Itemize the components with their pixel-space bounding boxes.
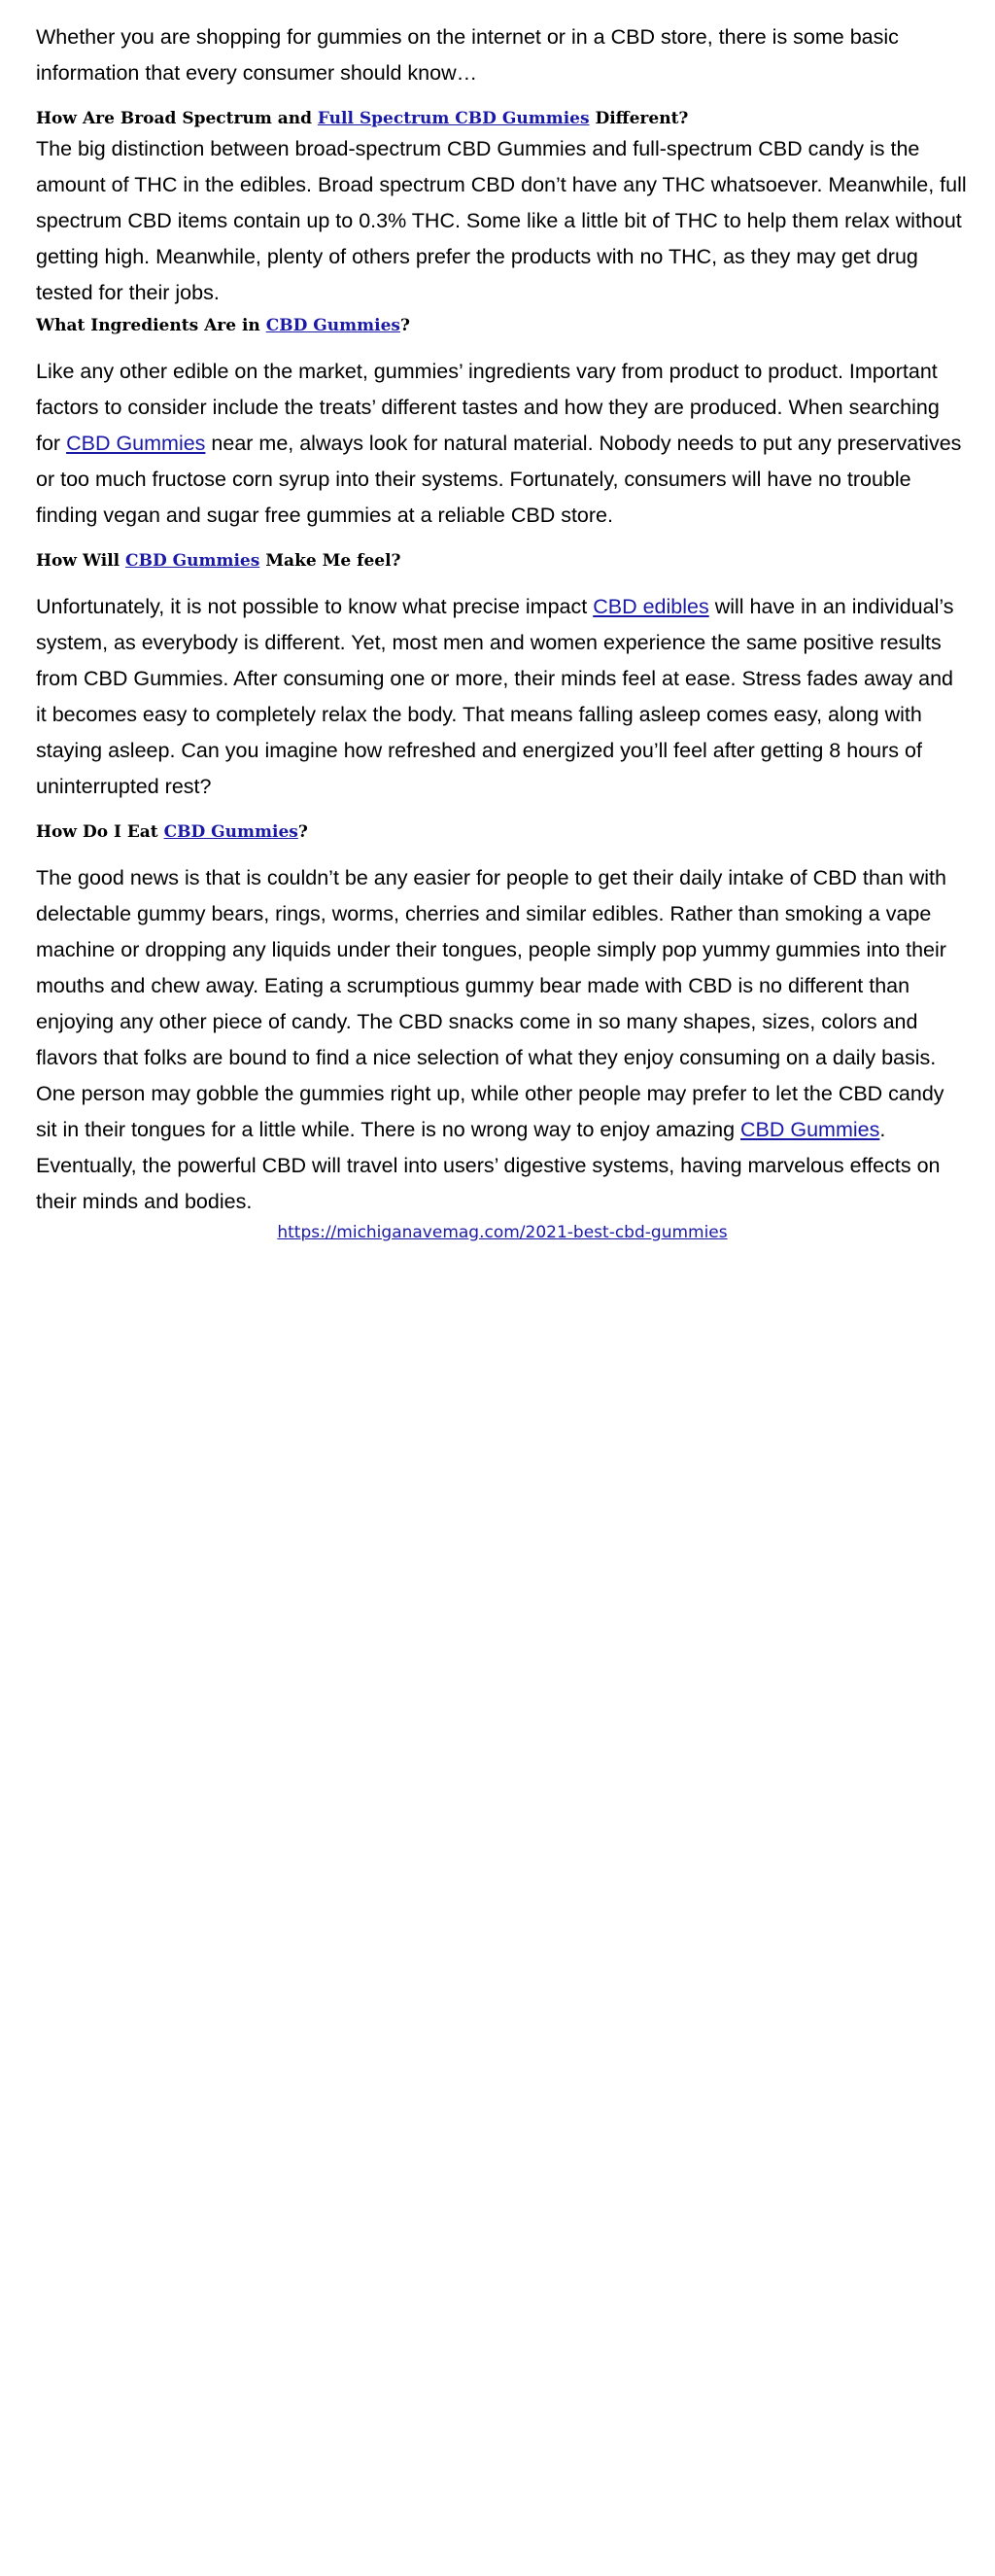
- heading-text: ?: [399, 316, 410, 335]
- heading-text: How Will: [36, 551, 126, 571]
- section-body-ingredients: [36, 354, 969, 534]
- cbd-edibles-link[interactable]: CBD edibles: [593, 595, 709, 618]
- body-text: The big distinction between broad-spectrum CBD Gummies and full-spectrum CBD candy is the amount of THC in the edibles. Broad spectrum CBD don’t have any THC whatsoever. Meanwhile, full spectrum CBD items contain up to 0.3% THC. Some like a little bit of THC to help them relax without getting high. Meanwhile, plenty of others prefer the products with no THC, as they may get drug tested for their jobs.: [36, 137, 967, 304]
- cbd-gummies-link[interactable]: CBD Gummies: [740, 1118, 880, 1141]
- body-text: Like any other edible on the market, gummies’ ingredients vary from product to product. Important factors to consider include the treats’ different tastes and how they are produced. When searching for: [36, 360, 940, 455]
- body-text: near me, always look for natural material. Nobody needs to put any preservatives or too much fructose corn syrup into their systems. Fortunately, consumers will have no trouble finding vegan and sugar free gummies at a reliable CBD store.: [36, 432, 962, 527]
- heading-text: Different?: [589, 109, 689, 128]
- cbd-gummies-link[interactable]: CBD Gummies: [66, 432, 206, 455]
- section-body-feel: [36, 589, 969, 805]
- heading-text: What Ingredients Are in: [36, 316, 266, 335]
- heading-text: How Do I Eat: [36, 822, 164, 842]
- section-body-full-spectrum: [36, 131, 969, 311]
- heading-text: How Are Broad Spectrum and: [36, 109, 318, 128]
- body-text: . Eventually, the powerful CBD will travel into users’ digestive systems, having marvelous effects on their minds and bodies.: [36, 1118, 941, 1213]
- heading-text: Make Me feel?: [259, 551, 401, 571]
- section-heading-feel: [36, 550, 969, 572]
- full-spectrum-cbd-gummies-link[interactable]: Full Spectrum CBD Gummies: [317, 109, 590, 128]
- body-text: will have in an individual’s system, as everybody is different. Yet, most men and women experience the same positive results from CBD Gummies. After consuming one or more, their minds feel at ease. Stress fades away and it becomes easy to completely relax the body. That means falling asleep comes easy, along with staying asleep. Can you imagine how refreshed and energized you’ll feel after getting 8 hours of uninterrupted rest?: [36, 595, 954, 798]
- source-line: [36, 1222, 969, 1243]
- section-heading-ingredients: [36, 315, 969, 336]
- cbd-gummies-link[interactable]: CBD Gummies: [163, 822, 298, 842]
- intro-text: Whether you are shopping for gummies on the internet or in a CBD store, there is some basic information that every consumer should know…: [36, 25, 899, 85]
- section-heading-full-spectrum: [36, 108, 969, 129]
- document-page: [36, 19, 969, 1243]
- section-heading-eat: [36, 821, 969, 843]
- source-url-link[interactable]: https://michiganavemag.com/2021-best-cbd-gummies: [277, 1223, 728, 1242]
- body-text: Unfortunately, it is not possible to know what precise impact: [36, 595, 594, 618]
- intro-paragraph: [36, 19, 969, 91]
- cbd-gummies-link[interactable]: CBD Gummies: [265, 316, 400, 335]
- section-body-eat: [36, 860, 969, 1220]
- body-text: The good news is that is couldn’t be any easier for people to get their daily intake of CBD than with delectable gummy bears, rings, worms, cherries and similar edibles. Rather than smoking a vape machine or dropping any liquids under their tongues, people simply pop yummy gummies into their mouths and chew away. Eating a scrumptious gummy bear made with CBD is no different than enjoying any other piece of candy. The CBD snacks come in so many shapes, sizes, colors and flavors that folks are bound to find a nice selection of what they enjoy consuming on a daily basis. One person may gobble the gummies right up, while other people may prefer to let the CBD candy sit in their tongues for a little while. There is no wrong way to enjoy amazing: [36, 866, 946, 1141]
- cbd-gummies-link[interactable]: CBD Gummies: [125, 551, 260, 571]
- heading-text: ?: [297, 822, 308, 842]
